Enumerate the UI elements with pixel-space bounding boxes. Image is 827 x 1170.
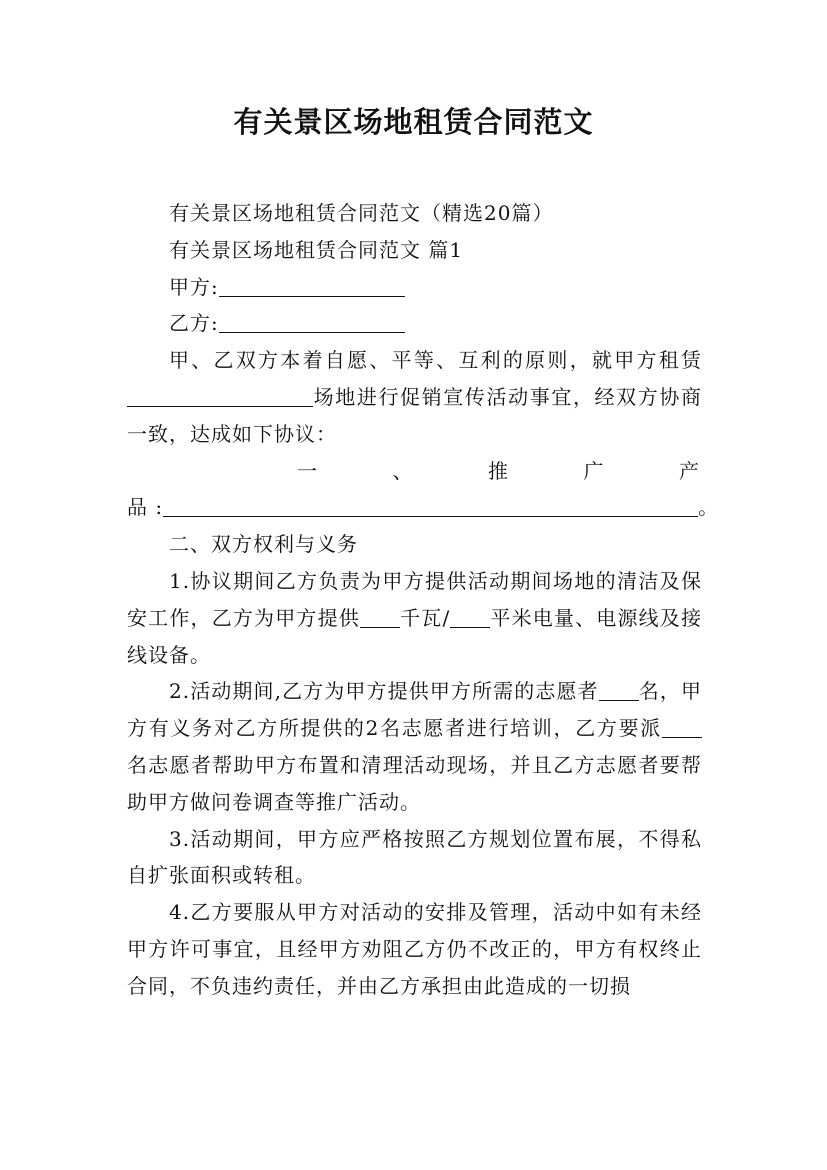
party-b-blank [219, 310, 405, 333]
document-body [127, 195, 720, 1005]
party-b-label: 乙方: [169, 311, 219, 336]
document-title: 有关景区场地租赁合同范文 [233, 105, 594, 139]
clause-2-text-a: 2.活动期间,乙方为甲方提供甲方所需的志愿者 [169, 679, 599, 704]
clause-3: 3.活动期间，甲方应严格按照乙方规划位置布展，不得私自扩张面积或转租。 [127, 826, 702, 888]
section1-char: 推 [488, 458, 509, 483]
product-end: 。 [698, 495, 720, 520]
preamble-text-b: 场地进行促销宣传活动事宜，经双方协商一致，达成如下协议： [127, 384, 702, 446]
section1-char: 广 [583, 458, 605, 483]
clause-1-text-a: 1.协议期间乙方负责为甲方提供活动期间场地的清洁及保安工作，乙方为甲方提供 [127, 568, 702, 630]
section1-char: 一 [297, 458, 318, 483]
preamble-text-a: 甲、乙双方本着自愿、平等、互利的原则，就甲方租赁 [169, 348, 702, 373]
party-a-label: 甲方: [169, 274, 219, 299]
product-label: 品 : [127, 495, 164, 520]
venue-blank [127, 384, 313, 407]
product-line [127, 489, 720, 526]
paragraph-article-heading: 有关景区场地租赁合同范文 篇1 [169, 237, 464, 262]
clause-1-text-b: 千瓦/ [399, 605, 451, 630]
clause-1 [127, 563, 702, 673]
section1-char: 产 [679, 458, 700, 483]
party-b-line [127, 305, 702, 342]
clause-2-text-b: 名，甲方有义务对乙方所提供的2名志愿者进行培训，乙方要派 [127, 679, 702, 741]
clause-1-text-c: 平米电量、电源线及接线设备。 [127, 605, 703, 667]
clause-4: 4.乙方要服从甲方对活动的安排及管理，活动中如有未经甲方许可事宜，且经甲方劝阻乙方仍不改正的，甲方有权终止合同，不负违约责任，并由乙方承担由此造成的一切损 [127, 900, 702, 998]
square-meter-blank [450, 605, 490, 628]
clause-2-text-c: 名志愿者帮助甲方布置和清理活动现场，并且乙方志愿者要帮助甲方做问卷调查等推广活动。 [127, 752, 702, 814]
product-blank [163, 494, 698, 517]
section1-heading [127, 453, 702, 490]
party-a-line [127, 269, 702, 306]
paragraph-preamble [127, 342, 702, 452]
section2-heading: 二、双方权利与义务 [169, 532, 358, 557]
volunteer-count-blank [599, 678, 639, 701]
volunteer-help-blank [662, 715, 702, 738]
paragraph-subtitle: 有关景区场地租赁合同范文（精选20篇） [169, 201, 554, 225]
section1-char: 、 [392, 458, 414, 483]
clause-2 [127, 673, 702, 820]
kilowatt-blank [360, 605, 400, 628]
party-a-blank [219, 274, 405, 297]
